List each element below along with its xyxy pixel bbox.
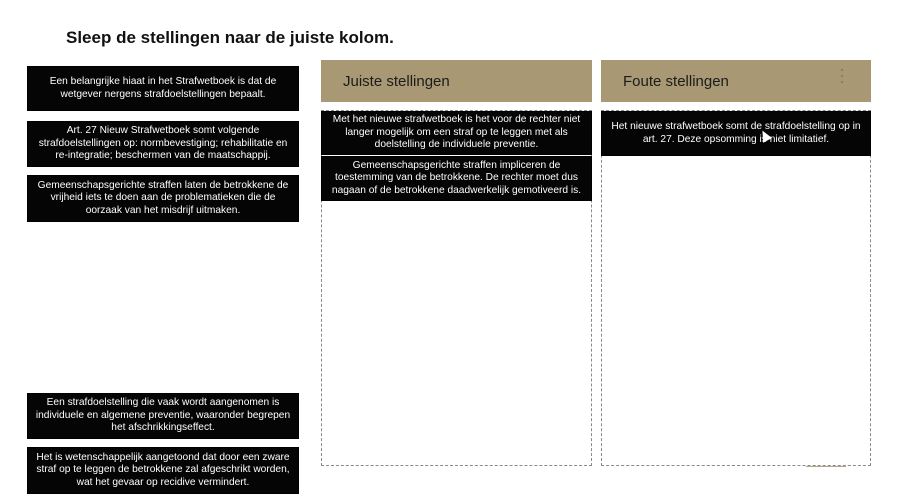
wrong-column-header bbox=[601, 60, 871, 102]
statement-card[interactable] bbox=[27, 393, 299, 439]
statement-card[interactable] bbox=[27, 447, 299, 494]
statement-card[interactable] bbox=[27, 175, 299, 222]
statement-text: Gemeenschapsgerichte straffen laten de betrokkene de vrijheid iets te doen aan de problematieken die de oorzaak van het misdrijf uitmaken. bbox=[37, 179, 289, 216]
correct-dropzone[interactable] bbox=[321, 110, 592, 466]
statement-text: Art. 27 Nieuw Strafwetboek somt volgende strafdoelstellingen op: normbevestiging; rehabilitatie en re-integratie; beschermen van de maatschappij. bbox=[38, 125, 288, 162]
page-title: Sleep de stellingen naar de juiste kolom. bbox=[66, 28, 394, 47]
correct-column-title: Juiste stellingen bbox=[343, 72, 450, 90]
statement-text: Het is wetenschappelijk aangetoond dat door een zware straf op te leggen de betrokkene zal afgeschrikt worden, wat het gevaar op recidive vermindert. bbox=[36, 451, 290, 488]
statement-text: Een belangrijke hiaat in het Strafwetboek is dat de wetgever nergens strafdoelstellingen bepaalt. bbox=[49, 76, 277, 100]
wrong-dropzone[interactable] bbox=[601, 110, 871, 466]
wrong-column-title: Foute stellingen bbox=[623, 72, 729, 90]
statement-card[interactable] bbox=[321, 156, 592, 201]
statement-text: Gemeenschapsgerichte straffen impliceren de toestemming van de betrokkene. De rechter moet dus nagaan of de betrokkene daadwerkelijk gemotiveerd is. bbox=[331, 159, 582, 196]
correct-column-header bbox=[321, 60, 592, 102]
statement-text: Met het nieuwe strafwetboek is het voor de rechter niet langer mogelijk om een straf op te leggen met als doelstelling de individuele preventie. bbox=[332, 114, 581, 151]
statement-card[interactable] bbox=[321, 111, 592, 155]
statement-text: Het nieuwe strafwetboek somt de strafdoelstelling op in art. 27. Deze opsomming is niet limitatief. bbox=[611, 121, 861, 145]
statement-card[interactable] bbox=[601, 111, 871, 156]
statement-card[interactable] bbox=[27, 121, 299, 167]
statement-text: Een strafdoelstelling die vaak wordt aangenomen is individuele en algemene preventie, waaronder begrepen het afschrikkingseffect. bbox=[35, 397, 291, 434]
statement-card[interactable] bbox=[27, 66, 299, 111]
drag-handle-icon[interactable] bbox=[841, 69, 843, 83]
dropzone-footer-line bbox=[806, 466, 846, 467]
